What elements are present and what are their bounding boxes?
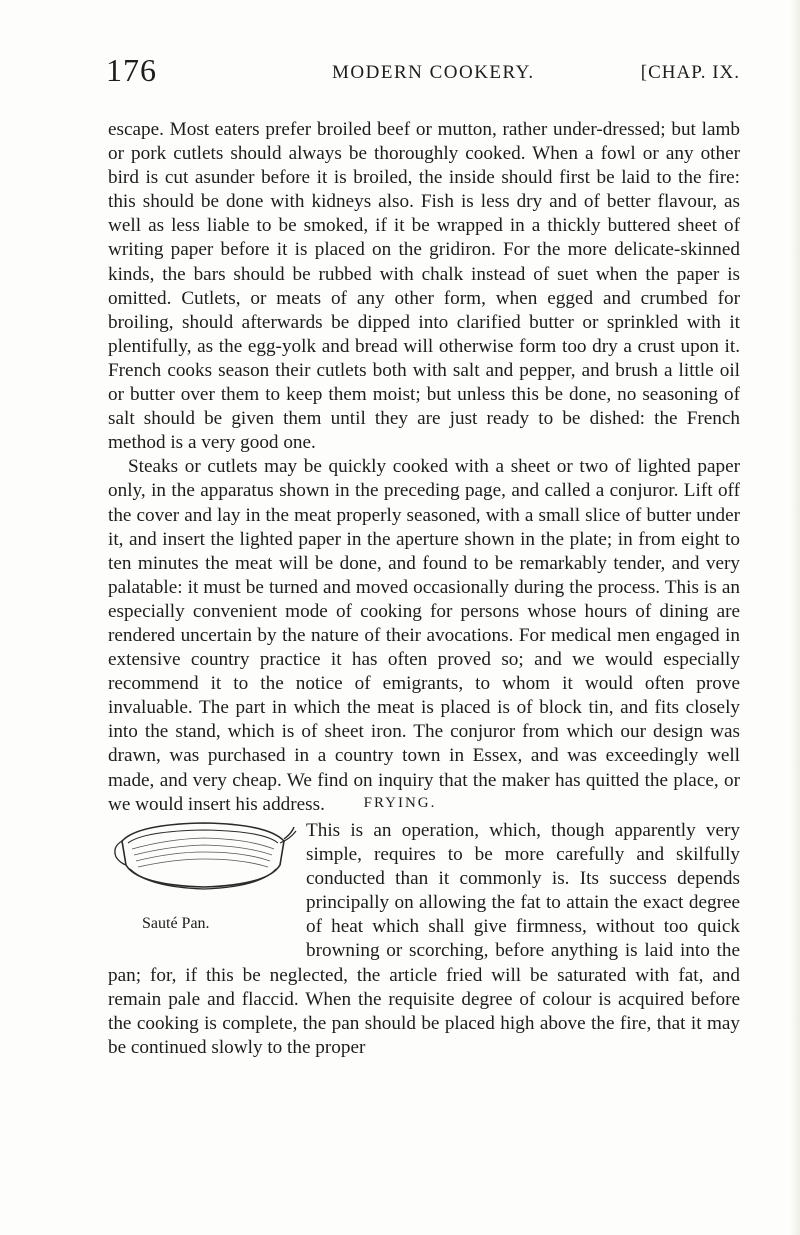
saute-pan-figure: [108, 819, 298, 944]
page-header: [106, 52, 740, 92]
running-head: MODERN COOKERY.: [332, 62, 535, 83]
section-heading-frying: FRYING.: [363, 795, 437, 811]
chapter-reference: [CHAP. IX.: [640, 62, 740, 83]
paragraph-conjuror: Steaks or cutlets may be quickly cooked with a sheet or two of lighted paper only, in the apparatus shown in the preceding page, and called a conjuror. Lift off the cover and lay in the meat properly seasoned, with a small slice of butter under it, and insert the lighted paper in the aperture shown in the plate; in from eight to ten minutes the meat will be done, and found to be remarkably tender, and very palatable: it must be turned and moved occasionally during the process. This is an especially convenient mode of cooking for persons whose hours of dining are rendered uncertain by the nature of their avocations. For medical men engaged in extensive country practice it has often proved so; and we would especially recommend it to the notice of emigrants, to whom it would often prove invaluable. The part in which the meat is placed is of block tin, and fits closely into the stand, which is of sheet iron. The conjuror from which our design was drawn, was purchased in a country town in Essex, and was exceedingly well made, and very cheap. We find on inquiry that the maker has quitted the place, or we would insert his address.: [108, 456, 740, 815]
paragraph-frying: This is an operation, which, though apparently very simple, requires to be more carefully and skilfully conducted than it commonly is. Its success depends principally on allowing the fat to attain the exact degree of heat which shall give firmness, without too quick browning or scorching, before anything is laid into the pan; for, if this be neglected, the article fried will be saturated with fat, and remain pale and flaccid. When the requisite degree of colour is acquired before the cooking is complete, the pan should be placed high above the fire, that it may be continued slowly to the proper: [108, 820, 740, 1058]
figure-caption: Sauté Pan.: [142, 915, 210, 932]
frying-section: [108, 819, 740, 1060]
paragraph-broiling: escape. Most eaters prefer broiled beef or mutton, rather under-dressed; but lamb or pork cutlets should always be thoroughly cooked. When a fowl or any other bird is cut asunder before it is broiled, the inside should first be laid to the fire: this should be done with kidneys also. Fish is less dry and of better flavour, as well as less liable to be smoked, if it be wrapped in a thickly buttered sheet of writing paper before it is placed on the gridiron. For the more delicate-skinned kinds, the bars should be rubbed with chalk instead of suet when the paper is omitted. Cutlets, or meats of any other form, when egged and crumbed for broiling, should afterwards be dipped into clarified butter or sprinkled with it plentifully, as the egg-yolk and bread will otherwise form too dry a crust upon it. French cooks season their cutlets both with salt and pepper, and brush a little oil or butter over them to keep them moist; but unless this be done, no seasoning of salt should be given them until they are just ready to be dished: the French method is a very good one.: [108, 119, 740, 454]
saute-pan-illustration: [108, 819, 298, 914]
page-edge-shading: [790, 0, 800, 1235]
main-text: [108, 118, 740, 817]
page-number: 176: [106, 52, 157, 88]
